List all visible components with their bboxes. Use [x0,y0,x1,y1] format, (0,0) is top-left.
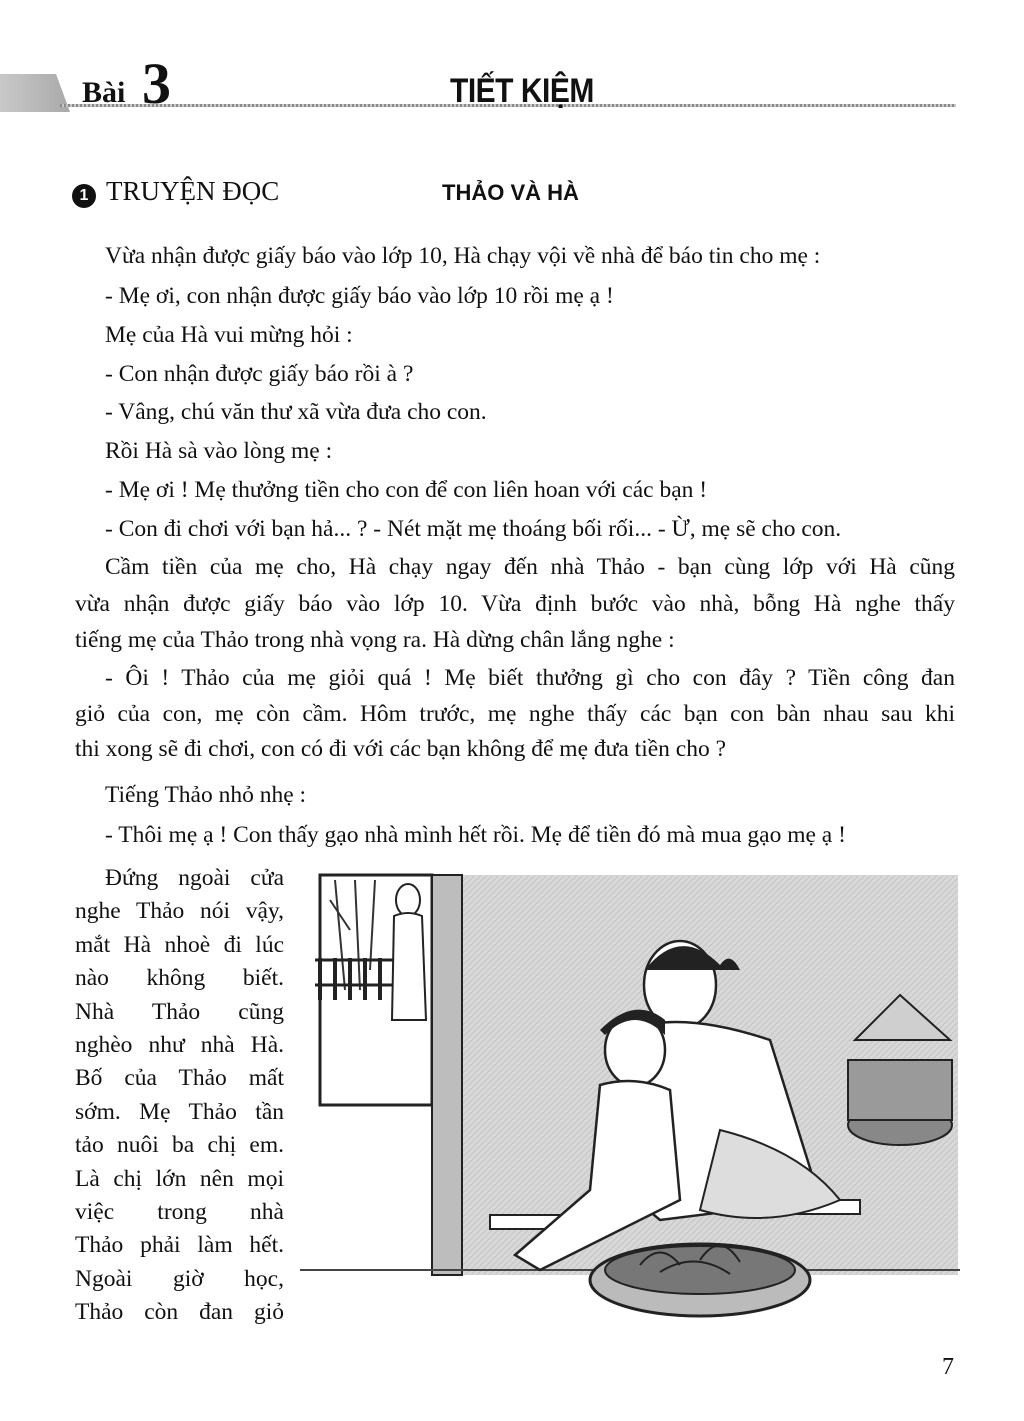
side-line: Là chị lớn nên mọi [75,1165,284,1192]
story-line: vừa nhận được giấy báo vào lớp 10. Vừa định bước vào nhà, bỗng Hà nghe thấy [75,591,955,617]
story-paragraph: - Mẹ ơi ! Mẹ thưởng tiền cho con để con liên hoan với các bạn ! [105,477,708,503]
story-paragraph: Mẹ của Hà vui mừng hỏi : [105,322,353,348]
side-line: Ngoài giờ học, [75,1265,284,1292]
story-paragraph: - Mẹ ơi, con nhận được giấy báo vào lớp 10 rồi mẹ ạ ! [105,283,614,309]
story-line: Cầm tiền của mẹ cho, Hà chạy ngay đến nhà Thảo - bạn cùng lớp với Hà cũng [105,554,955,580]
side-column-text [75,862,284,1330]
lesson-label: Bài [82,76,126,109]
side-line: Thảo phải làm hết. [75,1232,284,1259]
side-line: Thảo còn đan giỏ [75,1299,284,1326]
side-line: việc trong nhà [75,1199,284,1226]
mother-daughter-illustration-icon [300,870,960,1350]
side-line: mắt Hà nhoè đi lúc [75,931,284,958]
story-paragraph: - Con đi chơi với bạn hả... ? - Nét mặt mẹ thoáng bối rối... - Ừ, mẹ sẽ cho con. [105,516,842,542]
side-line: Bố của Thảo mất [75,1065,284,1092]
section-title: TRUYỆN ĐỌC [106,176,280,206]
story-paragraph: - Vâng, chú văn thư xã vừa đưa cho con. [105,399,487,425]
page-number: 7 [942,1354,954,1380]
story-line: - Ôi ! Thảo của mẹ giỏi quá ! Mẹ biết thưởng gì cho con đây ? Tiền công đan [105,665,955,691]
side-line: nghe Thảo nói vậy, [75,898,284,925]
story-line: giỏ của con, mẹ còn cầm. Hôm trước, mẹ nghe thấy các bạn con bàn nhau sau khi [75,701,955,727]
lesson-number: 3 [142,51,171,116]
side-line: tảo nuôi ba chị em. [75,1132,284,1159]
story-paragraph: - Thôi mẹ ạ ! Con thấy gạo nhà mình hết rồi. Mẹ để tiền đó mà mua gạo mẹ ạ ! [105,822,846,848]
side-line: nghèo như nhà Hà. [75,1032,284,1059]
section-bullet: 1 [72,184,96,208]
story-title: THẢO VÀ HÀ [442,180,579,205]
side-line: Đứng ngoài cửa [105,865,284,891]
story-paragraph: - Con nhận được giấy báo rồi à ? [105,361,414,387]
side-line: Nhà Thảo cũng [75,998,284,1025]
story-line: tiếng mẹ của Thảo trong nhà vọng ra. Hà dừng chân lắng nghe : [75,627,675,653]
story-paragraph: Vừa nhận được giấy báo vào lớp 10, Hà chạy vội về nhà để báo tin cho mẹ : [105,243,821,269]
story-paragraph: Tiếng Thảo nhỏ nhẹ : [105,782,307,808]
story-line: thi xong sẽ đi chơi, con có đi với các bạn không để mẹ đưa tiền cho ? [75,736,727,762]
story-paragraph: Rồi Hà sà vào lòng mẹ : [105,438,333,464]
lesson-title: TIẾT KIỆM [450,72,594,110]
side-line: sớm. Mẹ Thảo tần [75,1098,284,1125]
side-line: nào không biết. [75,965,284,992]
